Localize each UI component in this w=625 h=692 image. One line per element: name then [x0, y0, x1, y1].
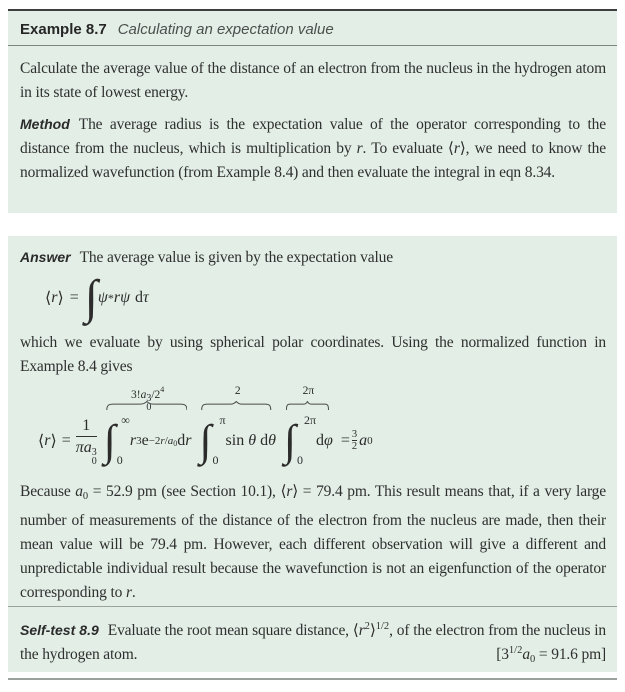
- variable-r: r: [51, 289, 58, 306]
- equals-sign: =: [340, 432, 350, 449]
- pi: π: [75, 438, 84, 456]
- selftest-paragraph: [20, 615, 606, 667]
- radial-integral-group: [103, 385, 192, 467]
- bottom-rule: [8, 678, 617, 680]
- bra: ⟨: [45, 290, 52, 307]
- stacked-sup-sub: 3 0: [91, 446, 97, 467]
- lower-limit: 0: [296, 453, 303, 467]
- intro-paragraph: Calculate the average value of the distance of an electron from the nucleus in the hydrogen atom in its state of lowest energy.: [20, 60, 606, 101]
- equals-sign: =: [61, 432, 71, 449]
- integral: [199, 413, 226, 467]
- star-superscript: *: [107, 290, 114, 305]
- overbrace-value-label: 3!a 3 0 $/2^4$: [130, 385, 165, 413]
- differential-d: d: [260, 432, 269, 449]
- differential-d: d: [135, 289, 144, 306]
- exponent: −2r/a0: [148, 434, 178, 448]
- method-text: The average radius is the expectation value of the operator corresponding to the distance from the nucleus, which is multiplication by r. To evaluate ⟨r⟩, we need to know the normalized wavefunction (from Example 8.4) and then evaluate the integral in eqn 8.34.: [20, 116, 606, 181]
- overbrace-value-label: 2: [234, 385, 241, 397]
- because-paragraph: Because a0 = 52.9 pm (see Section 10.1), ⟨r⟩ = 79.4 pm. This result means that, if a very large number of measurements of the distance of the electron from the nucleus are made, then their mean value will be 79.4 pm. However, each different observation will give a different and unpredictable individual result because the wavefunction is not an eigenfunction of the operator corresponding to r.: [20, 483, 607, 601]
- bra: ⟨: [38, 433, 45, 450]
- selftest-divider: [8, 606, 617, 607]
- selftest-text: Evaluate the root mean square distance, $⟨r^2⟩^{1/2}$, of the electron from the nucleus in the hydrogen atom.: [20, 621, 606, 663]
- lower-limit: 0: [116, 453, 123, 467]
- variable-tau: τ: [143, 289, 149, 306]
- overbrace-icon: [106, 401, 188, 410]
- which-paragraph: which we evaluate by using spherical polar coordinates. Using the normalized function in Example 8.4 gives: [20, 334, 606, 375]
- answer-paragraph: [20, 245, 606, 270]
- method-paragraph: [20, 112, 606, 185]
- answer-text: The average value is given by the expectation value: [79, 249, 393, 266]
- numerator: 1: [82, 416, 91, 434]
- overbrace-icon: [286, 401, 329, 410]
- ket: ⟩: [57, 290, 64, 307]
- overbrace-value-label: 2π: [302, 385, 315, 397]
- answer-panel: [8, 236, 617, 672]
- differential-var: r: [185, 432, 192, 449]
- variable-theta: θ: [248, 432, 257, 449]
- differential-d: d: [177, 432, 186, 449]
- upper-limit: 2π: [303, 413, 316, 427]
- phi-integral-group: [283, 385, 333, 467]
- overbrace-icon: [201, 401, 271, 410]
- example-label: Example 8.7: [20, 20, 107, 38]
- bohr-radius: a: [359, 432, 368, 449]
- theta-integral-group: [199, 385, 276, 467]
- example-header: [8, 11, 617, 46]
- variable-r: r: [113, 289, 121, 306]
- expectation-value-equation: [45, 270, 149, 326]
- answer-label: Answer: [20, 249, 71, 265]
- selftest-label: Self-test 8.9: [20, 622, 99, 638]
- sin: sin: [225, 432, 245, 449]
- psi: ψ: [120, 289, 131, 306]
- example-title: Calculating an expectation value: [117, 20, 334, 38]
- psi-star: ψ: [97, 289, 108, 306]
- exponential-e: e: [141, 432, 149, 449]
- bohr-radius: a: [83, 438, 92, 456]
- three-halves-fraction: $\frac{3}{2}$: [351, 429, 358, 452]
- example-panel: [8, 9, 617, 213]
- exponent-3: 3: [136, 435, 142, 447]
- integral: [283, 413, 316, 467]
- integral: [103, 413, 130, 467]
- differential-var: θ: [268, 432, 276, 449]
- variable-phi: φ: [324, 432, 333, 449]
- differential-d: d: [316, 432, 324, 449]
- upper-limit: π: [219, 413, 226, 427]
- radial-integral-equation: [38, 385, 373, 474]
- integral-sign: ∫: [199, 416, 212, 465]
- selftest-result: [$3^{1/2}a0 = 91.6$ pm]: [496, 645, 606, 665]
- method-label: Method: [20, 116, 70, 132]
- equals-sign: =: [69, 289, 79, 306]
- ket: ⟩: [50, 433, 57, 450]
- integral-sign: ∫: [103, 416, 116, 465]
- integral: [85, 271, 98, 325]
- fraction-one-over-pi-a0-cubed: [76, 417, 97, 466]
- integral-sign: ∫: [283, 416, 296, 465]
- variable-r: r: [129, 432, 137, 449]
- variable-r: r: [44, 432, 51, 449]
- denominator: [76, 436, 97, 466]
- lower-limit: 0: [212, 453, 219, 467]
- subscript-0: 0: [367, 435, 373, 447]
- integral-sign: ∫: [84, 271, 98, 324]
- upper-limit: ∞: [121, 413, 130, 427]
